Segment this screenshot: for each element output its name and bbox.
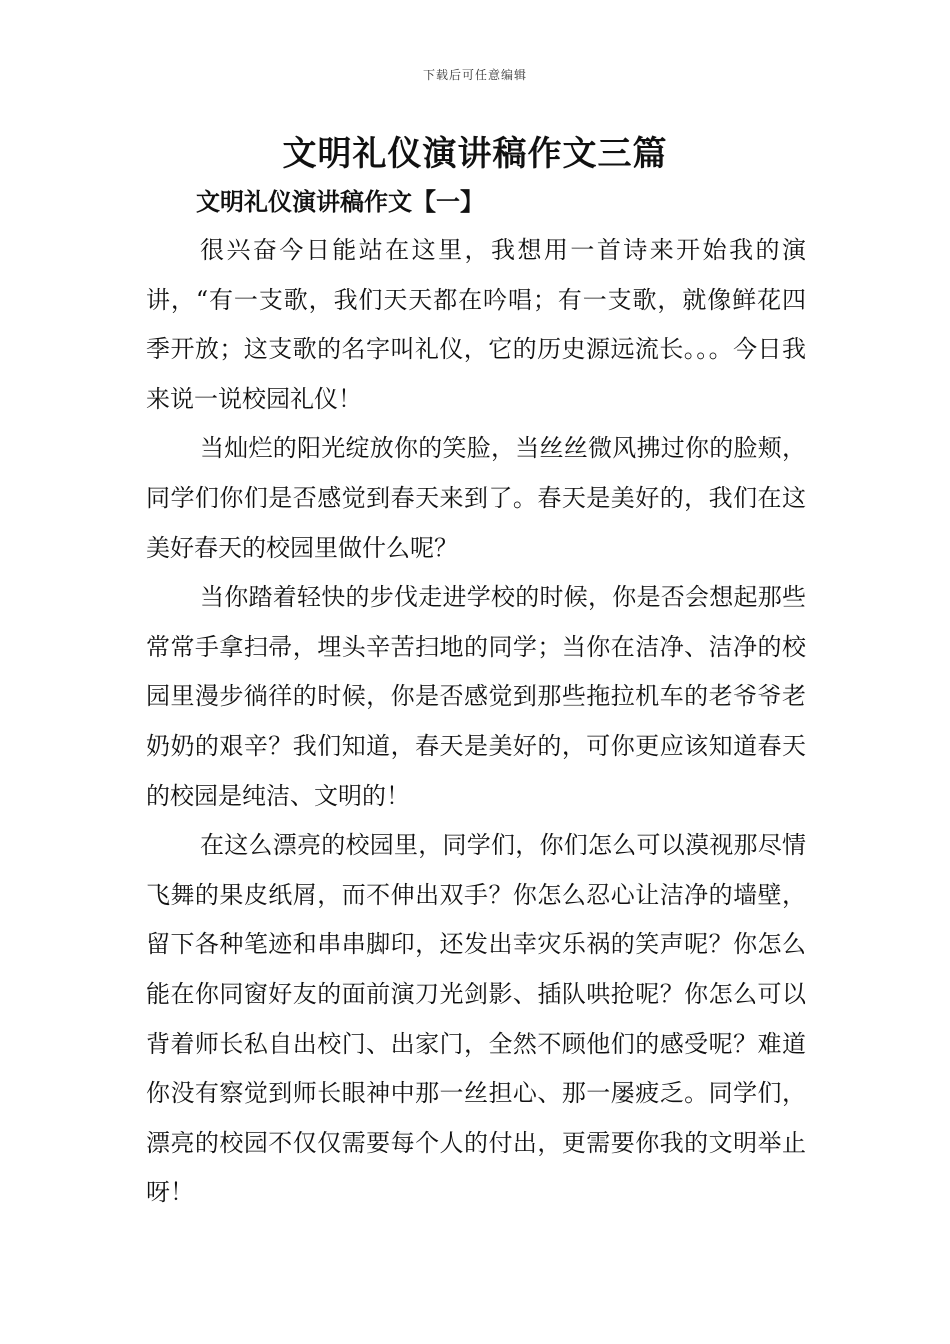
header-note: 下载后可任意编辑 <box>422 68 527 82</box>
body-text <box>146 226 806 1218</box>
paragraph: 当你踏着轻快的步伐走进学校的时候，你是否会想起那些常常手拿扫帚，埋头辛苦扫地的同学；当你在洁净、洁净的校园里漫步徜徉的时候，你是否感觉到那些拖拉机车的老爷爷老奶奶的艰辛？我们知道，春天是美好的，可你更应该知道春天的校园是纯洁、文明的！ <box>146 583 806 810</box>
paragraph: 当灿烂的阳光绽放你的笑脸，当丝丝微风拂过你的脸颊，同学们你们是否感觉到春天来到了。春天是美好的，我们在这美好春天的校园里做什么呢？ <box>146 434 806 562</box>
document-title: 文明礼仪演讲稿作文三篇 <box>282 134 668 174</box>
paragraph: 在这么漂亮的校园里，同学们，你们怎么可以漠视那尽情飞舞的果皮纸屑，而不伸出双手？你怎么忍心让洁净的墙壁，留下各种笔迹和串串脚印，还发出幸灾乐祸的笑声呢？你怎么能在你同窗好友的面前演刀光剑影、插队哄抢呢？你怎么可以背着师长私自出校门、出家门，全然不顾他们的感受呢？难道你没有察觉到师长眼神中那一丝担心、那一屡疲乏。同学们，漂亮的校园不仅仅需要每个人的付出，更需要你我的文明举止呀！ <box>146 831 806 1207</box>
paragraph: 很兴奋今日能站在这里，我想用一首诗来开始我的演讲，“有一支歌，我们天天都在吟唱；有一支歌，就像鲜花四季开放；这支歌的名字叫礼仪，它的历史源远流长。。。今日我来说一说校园礼仪！ <box>146 236 806 413</box>
section-heading: 文明礼仪演讲稿作文【一】 <box>196 187 484 216</box>
